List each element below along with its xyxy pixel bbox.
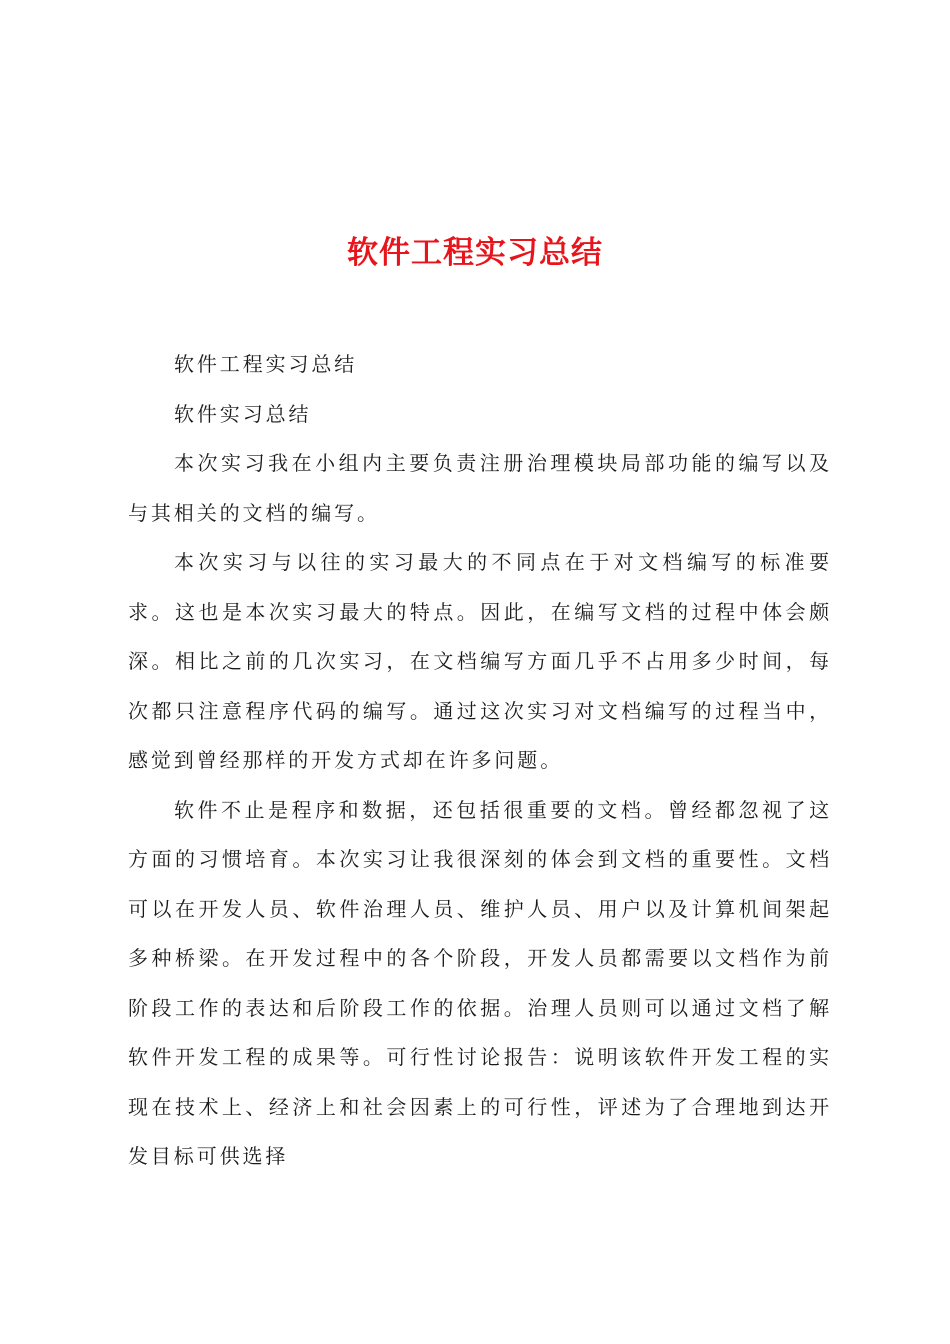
- document-body: [128, 340, 832, 1182]
- paragraph-heading: 软件工程实习总结: [174, 352, 358, 376]
- document-title: 软件工程实习总结: [347, 234, 603, 271]
- paragraph: 软件不止是程序和数据，还包括很重要的文档。曾经都忽视了这方面的习惯培育。本次实习让我很深刻的体会到文档的重要性。文档可以在开发人员、软件治理人员、维护人员、用户以及计算机间架起多种桥梁。在开发过程中的各个阶段，开发人员都需要以文档作为前阶段工作的表达和后阶段工作的依据。治理人员则可以通过文档了解软件开发工程的成果等。可行性讨论报告：说明该软件开发工程的实现在技术上、经济上和社会因素上的可行性，评述为了合理地到达开发目标可供选择: [128, 797, 832, 1168]
- paragraph-subheading: 软件实习总结: [174, 401, 312, 426]
- paragraph: 本次实习与以往的实习最大的不同点在于对文档编写的标准要求。这也是本次实习最大的特点。因此，在编写文档的过程中体会颇深。相比之前的几次实习，在文档编写方面几乎不占用多少时间，每次都只注意程序代码的编写。通过这次实习对文档编写的过程当中，感觉到曾经那样的开发方式却在许多问题。: [128, 550, 832, 772]
- paragraph: 本次实习我在小组内主要负责注册治理模块局部功能的编写以及与其相关的文档的编写。: [128, 451, 832, 525]
